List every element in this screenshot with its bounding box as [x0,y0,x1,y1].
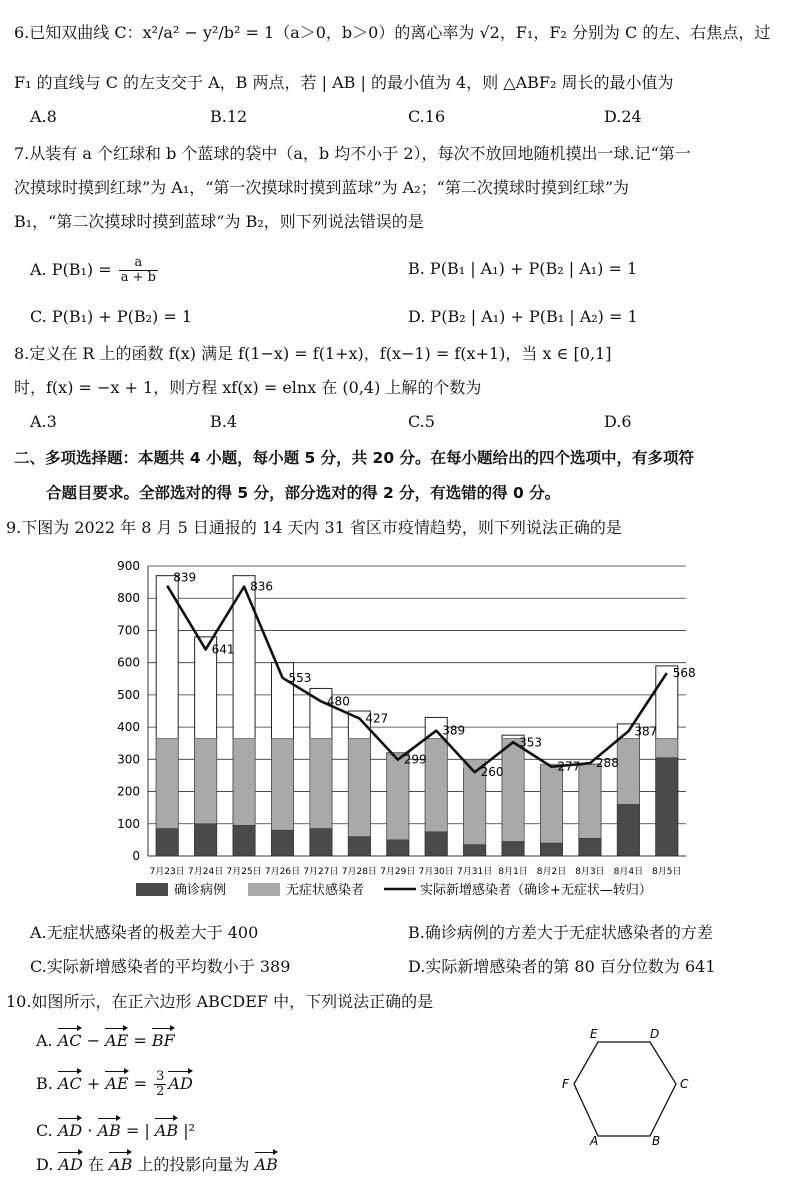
y-tick-label: 400 [117,720,140,735]
q8-line-2: 时，f(x) = −x + 1，则方程 xf(x) = elnx 在 (0,4) 上解的个数为 [14,378,482,397]
section-2-heading-line-1: 二、多项选择题：本题共 4 小题，每小题 5 分，共 20 分。在每小题给出的四个选项中，有多项符 [14,449,695,467]
q9-option-c: C.实际新增感染者的平均数小于 389 [30,957,291,976]
x-tick-label: 7月28日 [341,867,377,877]
data-label: 299 [403,752,427,767]
data-label: 480 [326,694,350,709]
x-tick-label: 7月27日 [303,867,339,877]
q8-option-d: D.6 [604,412,632,431]
vertex-label-b: B [652,1134,661,1148]
q7-line-3: B₁，“第二次摸球时摸到蓝球”为 B₂，则下列说法错误的是 [14,212,424,231]
x-tick-label: 8月5日 [652,867,682,877]
y-tick-label: 500 [117,687,140,702]
epidemic-trend-chart [0,552,806,912]
hexagon-figure [558,1028,708,1148]
q7-line-1: 7.从装有 a 个红球和 b 个蓝球的袋中（a，b 均不小于 2），每次不放回地随机摸出一球.记“第一 [14,144,691,163]
q6-line-1: 6.已知双曲线 C：x²/a² − y²/b² = 1（a＞0，b＞0）的离心率为 √2，F₁，F₂ 分别为 C 的左、右焦点，过 [14,23,771,42]
y-tick-label: 200 [117,784,140,799]
y-tick-label: 300 [117,752,140,767]
asymptomatic-bar [541,764,563,856]
q7-option-a: A. P(B₁) = $\frac{a}{a + b}$ [30,255,156,285]
data-label: 836 [250,579,273,594]
confirmed-bar [502,842,524,857]
legend-label-line: 实际新增感染者（确诊+无症状—转归） [420,883,652,898]
q6-option-d: D.24 [604,107,642,126]
y-tick-label: 600 [117,655,140,670]
q9-option-a: A.无症状感染者的极差大于 400 [30,923,259,942]
asymptomatic-bar [502,738,524,856]
chart-legend [136,882,652,898]
q8-option-c: C.5 [408,412,435,431]
data-label: 277 [557,759,581,774]
x-tick-label: 7月25日 [226,867,262,877]
confirmed-bar [579,838,601,856]
x-tick-label: 7月30日 [418,867,454,877]
vertex-label-c: C [680,1077,689,1091]
vertex-label-d: D [650,1028,660,1041]
q6-option-a: A.8 [30,107,57,126]
q8-option-a: A.3 [30,412,57,431]
q10-option-d: D. AD 在 AB 上的投影向量为 AB [36,1155,278,1174]
data-label: 387 [634,724,658,739]
vertex-label-e: E [590,1028,598,1041]
q7-line-2: 次摸球时摸到红球”为 A₁，“第一次摸球时摸到蓝球”为 A₂；“第二次摸球时摸到红球”为 [14,178,630,197]
q10-option-b: B. AC + AE = $\frac{3}{2}$ AD [36,1069,193,1099]
chart-bars [156,576,678,856]
y-tick-label: 100 [117,816,140,831]
q9-option-b: B.确诊病例的方差大于无症状感染者的方差 [408,923,713,942]
data-label: 288 [595,756,619,771]
q9-stem: 9.下图为 2022 年 8 月 5 日通报的 14 天内 31 省区市疫情趋势，则下列说法正确的是 [6,518,622,537]
legend-swatch-confirmed [136,883,168,896]
data-label: 568 [672,665,696,680]
confirmed-bar [195,824,217,856]
data-label: 839 [173,570,197,585]
confirmed-bar [310,829,332,856]
x-tick-label: 7月29日 [380,867,416,877]
confirmed-bar [425,832,447,856]
x-tick-label: 7月31日 [457,867,493,877]
y-tick-label: 700 [117,623,140,638]
y-tick-label: 900 [117,559,140,573]
q6-option-c: C.16 [408,107,446,126]
y-tick-label: 0 [132,849,140,863]
section-2-heading-line-2: 合题目要求。全部选对的得 5 分，部分选对的得 2 分，有选错的得 0 分。 [46,484,561,502]
q6-line-2: F₁ 的直线与 C 的左支交于 A，B 两点，若 | AB | 的最小值为 4，则 △ABF₂ 周长的最小值为 [14,73,674,92]
data-label: 389 [442,723,466,738]
q8-option-b: B.4 [210,412,238,431]
confirmed-bar [656,758,678,856]
q10-option-a: A. AC − AE = BF [36,1031,175,1050]
q6-option-b: B.12 [210,107,248,126]
fraction: $\frac{3}{2}$ [156,1069,165,1099]
legend-label-asymptomatic: 无症状感染者 [286,883,365,898]
data-label: 553 [288,670,312,685]
x-tick-label: 8月3日 [575,867,605,877]
q7-option-c: C. P(B₁) + P(B₂) = 1 [30,307,193,326]
q10-stem: 10.如图所示，在正六边形 ABCDEF 中，下列说法正确的是 [6,992,434,1011]
legend-label-confirmed: 确诊病例 [174,883,227,898]
data-label: 427 [365,711,389,726]
confirmed-bar [464,845,486,856]
x-axis [148,856,686,877]
x-tick-label: 7月26日 [264,867,301,877]
confirmed-bar [233,825,255,856]
legend-swatch-asymptomatic [248,883,280,896]
confirmed-bar [272,830,294,856]
x-tick-label: 8月1日 [498,867,528,877]
confirmed-bar [617,804,639,856]
q9-option-d: D.实际新增感染者的第 80 百分位数为 641 [408,957,716,976]
y-axis [117,559,148,863]
confirmed-bar [541,843,563,856]
confirmed-bar [156,829,178,856]
q7-option-b: B. P(B₁ | A₁) + P(B₂ | A₁) = 1 [408,259,638,278]
confirmed-bar [387,840,409,856]
y-tick-label: 800 [117,591,140,606]
vertex-label-a: A [590,1134,599,1148]
fraction: $\frac{a}{a + b}$ [120,255,156,285]
data-label: 260 [480,765,504,780]
x-tick-label: 8月2日 [536,867,567,877]
data-label: 353 [519,735,542,750]
x-tick-label: 7月24日 [188,867,224,877]
vertex-label-f: F [562,1077,569,1091]
x-tick-label: 7月23日 [149,867,185,877]
q7-option-d: D. P(B₂ | A₁) + P(B₁ | A₂) = 1 [408,307,638,326]
q8-line-1: 8.定义在 R 上的函数 f(x) 满足 f(1−x) = f(1+x)，f(x−1) = f(x+1)，当 x ∈ [0,1] [14,344,612,363]
q10-option-c: C. AD · AB = | AB |² [36,1121,196,1140]
confirmed-bar [348,837,370,856]
x-tick-label: 8月4日 [613,867,644,877]
hexagon-abcdef [574,1042,676,1136]
data-label: 641 [211,642,235,657]
